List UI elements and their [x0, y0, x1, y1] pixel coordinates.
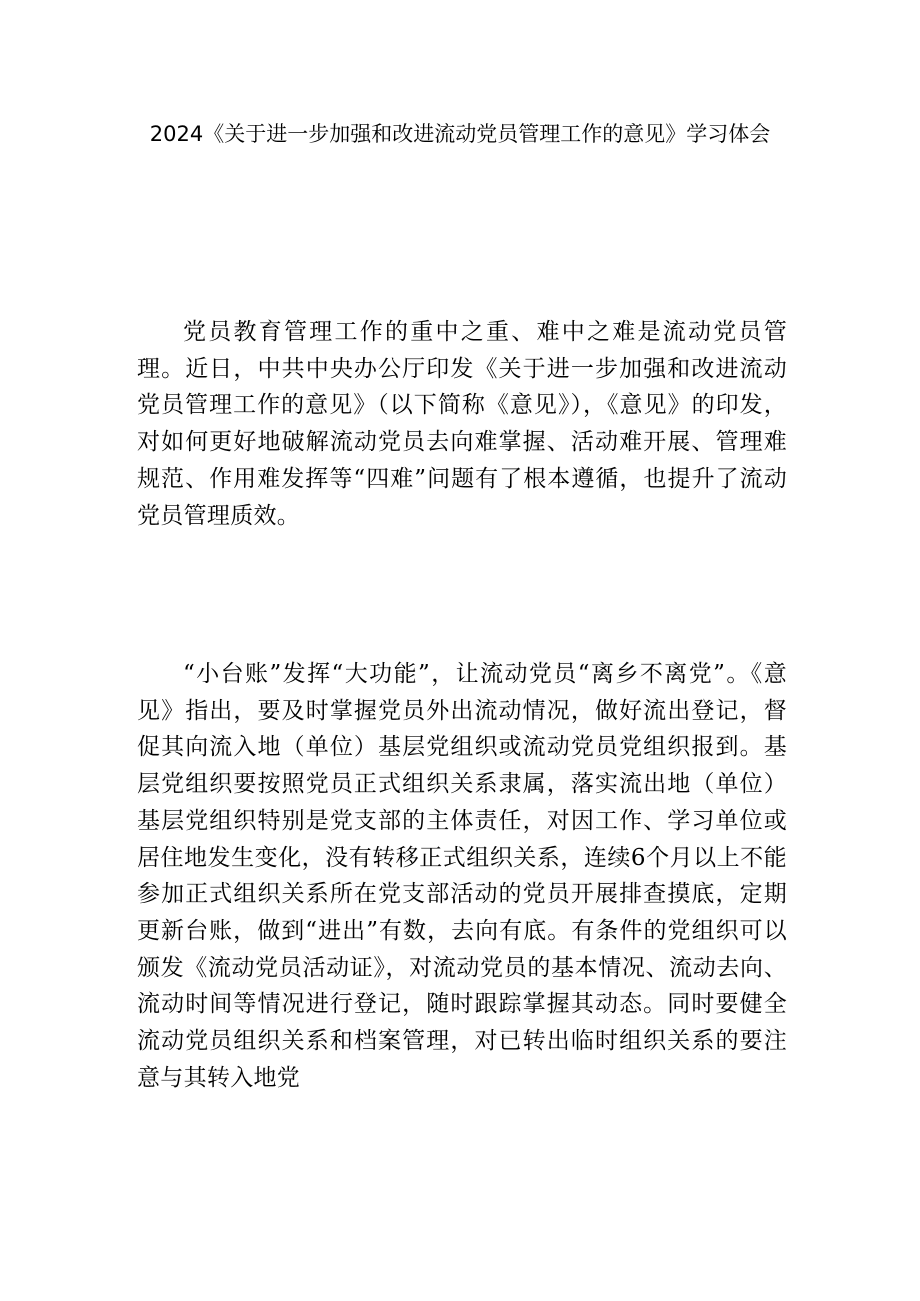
- paragraph-ledger: “小台账”发挥“大功能”，让流动党员“离乡不离党”。《意见》指出，要及时掌握党员外出流动情况，做好流出登记，督促其向流入地（单位）基层党组织或流动党员党组织报到。基层党组织要按照党员正式组织关系隶属，落实流出地（单位）基层党组织特别是党支部的主体责任，对因工作、学习单位或居住地发生变化，没有转移正式组织关系，连续6个月以上不能参加正式组织关系所在党支部活动的党员开展排查摸底，定期更新台账，做到“进出”有数，去向有底。有条件的党组织可以颁发《流动党员活动证》，对流动党员的基本情况、流动去向、流动时间等情况进行登记，随时跟踪掌握其动态。同时要健全流动党员组织关系和档案管理，对已转出临时组织关系的要注意与其转入地党: [137, 661, 787, 1091]
- document-title: 2024《关于进一步加强和改进流动党员管理工作的意见》学习体会: [149, 122, 771, 146]
- paragraph-intro: 党员教育管理工作的重中之重、难中之难是流动党员管理。近日，中共中央办公厅印发《关于进一步加强和改进流动党员管理工作的意见》（以下简称《意见》），《意见》的印发，对如何更好地破解流动党员去向难掌握、活动难开展、管理难规范、作用难发挥等“四难”问题有了根本遵循，也提升了流动党员管理质效。: [137, 319, 787, 529]
